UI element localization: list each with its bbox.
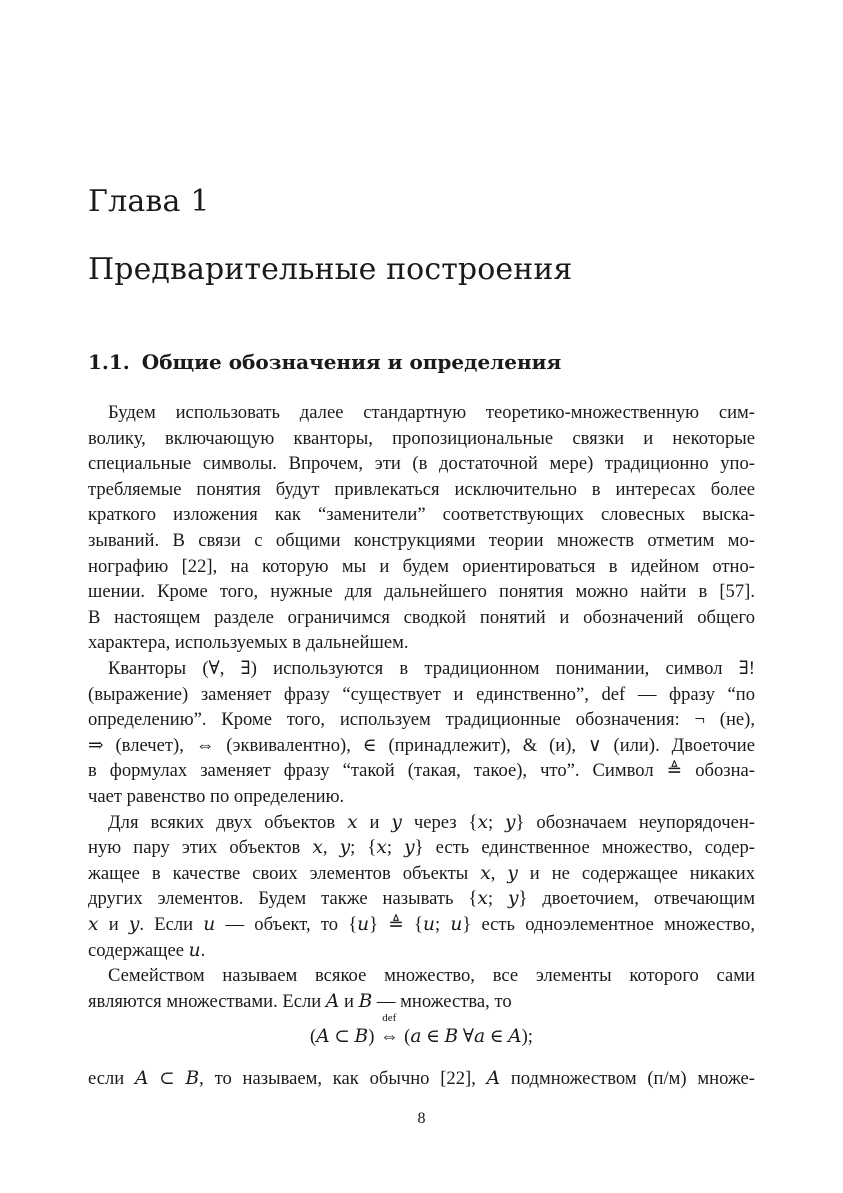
body-line: содержащее 𝑢. (88, 939, 206, 961)
formula-def-label: def (382, 1012, 397, 1024)
body-line: волику, включающую кванторы, пропозициональные связки и некоторые (88, 427, 755, 449)
body-line: чает равенство по определению. (88, 786, 345, 807)
body-line: шении. Кроме того, нужные для дальнейшего понятия можно найти в [57]. (88, 581, 755, 603)
body-line: В настоящем разделе ограничимся сводкой понятий и обозначений общего (88, 606, 755, 628)
body-line: жащее в качестве своих элементов объекты 𝑥, 𝑦 и не содержащее никаких (88, 862, 755, 884)
body-line: Кванторы (∀, ∃) используются в традиционном понимании, символ ∃! (108, 658, 755, 679)
formula-left: (𝐴 ⊂ 𝐵) (310, 1026, 380, 1047)
body-line: других элементов. Будем также называть {𝑥; 𝑦} двоеточием, отвечающим (88, 888, 755, 910)
formula-right: (𝑎 ∈ 𝐵 ∀𝑎 ∈ 𝐴); (399, 1026, 533, 1047)
body-line: нографию [22], на которую мы и будем ориентироваться в идейном отно- (88, 555, 755, 577)
body-line: в формулах заменяет фразу “такой (такая, такое), что”. Символ ≜ обозна- (88, 760, 755, 782)
chapter-title: Предварительные построения (88, 252, 573, 287)
body-line: определению”. Кроме того, используем традиционные обозначения: ¬ (не), (88, 709, 755, 731)
page-number: 8 (417, 1110, 426, 1127)
body-line: краткого изложения как “заменители” соответствующих словесных выска- (88, 504, 755, 526)
body-line: Семейством называем всякое множество, все элементы которого сами (108, 965, 755, 987)
chapter-label: Глава 1 (88, 184, 210, 219)
body-line: Для всяких двух объектов 𝑥 и 𝑦 через {𝑥; 𝑦} обозначаем неупорядочен- (108, 811, 755, 833)
display-formula (0, 1012, 843, 1050)
body-line: требляемые понятия будут привлекаться исключительно в интересах более (88, 478, 755, 500)
body-line: ⇒ (влечет), ⇔ (эквивалентно), ∈ (принадлежит), & (и), ∨ (или). Двоеточие (88, 734, 755, 756)
body-line: если 𝐴 ⊂ 𝐵, то называем, как обычно [22], 𝐴 подмножеством (п/м) множе- (88, 1068, 755, 1089)
body-line: ную пару этих объектов 𝑥, 𝑦; {𝑥; 𝑦} есть единственное множество, содер- (88, 837, 755, 859)
body-line: Будем использовать далее стандартную теоретико-множественную сим- (108, 402, 755, 423)
section-heading (88, 350, 561, 374)
body-line: зываний. В связи с общими конструкциями теории множеств отметим мо- (88, 530, 755, 551)
body-line: (выражение) заменяет фразу “существует и единственно”, def — фразу “по (88, 683, 755, 705)
def-equivalence-symbol (379, 1012, 399, 1050)
formula-arrow: ⇔ (379, 1026, 399, 1047)
body-line: 𝑥 и 𝑦. Если 𝑢 — объект, то {𝑢} ≜ {𝑢; 𝑢} есть одноэлементное множество, (88, 914, 755, 935)
body-line: являются множествами. Если 𝐴 и 𝐵 — множества, то (88, 990, 512, 1012)
section-title: Общие обозначения и определения (141, 350, 562, 374)
section-number: 1.1. (88, 350, 130, 374)
body-line: специальные символы. Впрочем, эти (в достаточной мере) традиционно упо- (88, 453, 755, 475)
body-line: характера, используемых в дальнейшем. (88, 632, 409, 654)
